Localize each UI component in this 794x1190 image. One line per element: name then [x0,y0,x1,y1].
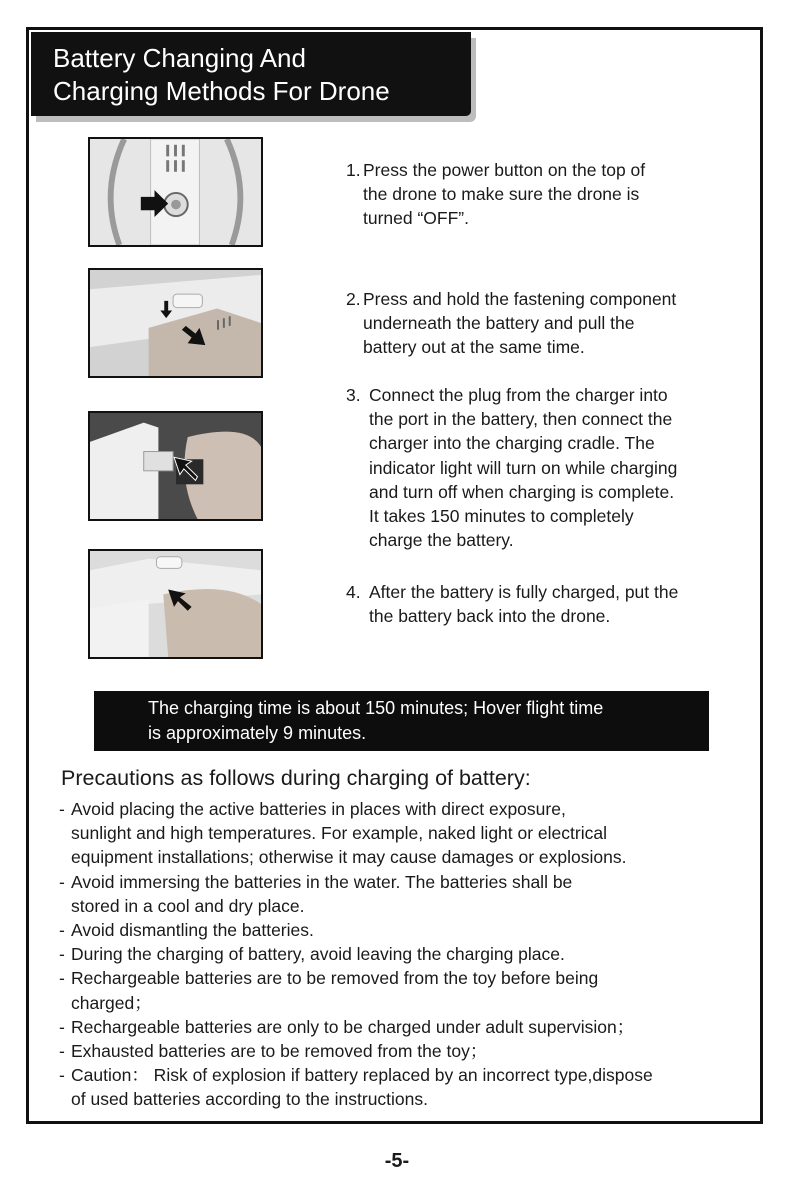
step-line: Press the power button on the top of [363,160,646,180]
step-1 [346,158,736,231]
fastening-component-photo [88,268,263,378]
precaution-line: Rechargeable batteries are only to be charged under adult supervision； [71,1016,635,1037]
step-number: 3. [346,385,361,405]
step-line: After the battery is fully charged, put the [369,582,679,602]
list-dash: - [59,1041,65,1062]
step-3 [346,383,736,552]
precaution-line: equipment installations; otherwise it may cause damages or explosions. [71,847,627,868]
page-title-line-1: Battery Changing And [53,43,306,73]
precaution-line: Caution： Risk of explosion if battery replaced by an incorrect type,dispose [71,1065,653,1086]
step-line: Connect the plug from the charger into [369,385,668,405]
page-number: -5- [384,1150,410,1172]
precaution-item [59,1015,749,1039]
precaution-item [59,918,749,942]
precaution-line: stored in a cool and dry place. [71,895,305,916]
page-title [31,32,471,116]
step-line: the port in the battery, then connect the [369,409,673,430]
list-dash: - [59,968,65,989]
precaution-item [59,966,749,1014]
list-dash: - [59,944,65,965]
precautions-list [59,797,749,1112]
precaution-line: charged； [71,992,152,1013]
note-line: The charging time is about 150 minutes; Hover flight time [148,698,604,718]
step-2 [346,287,736,360]
step-line: underneath the battery and pull the [363,313,635,334]
step-4 [346,580,736,628]
power-button-photo [88,137,263,247]
precaution-line: sunlight and high temperatures. For example, naked light or electrical [71,823,607,844]
precaution-item [59,797,749,870]
precaution-item [59,870,749,918]
precautions-heading: Precautions as follows during charging of battery: [61,766,531,790]
precaution-item [59,1039,749,1063]
precaution-item [59,1063,749,1111]
step-line: battery out at the same time. [363,337,585,358]
step-line: and turn off when charging is complete. [369,481,675,502]
step-number: 4. [346,582,361,602]
precaution-line: During the charging of battery, avoid leaving the charging place. [71,944,565,965]
precaution-line: Avoid placing the active batteries in places with direct exposure, [71,799,566,819]
note-line: is approximately 9 minutes. [148,722,367,743]
step-line: indicator light will turn on while charging [369,457,678,478]
precaution-line: Avoid dismantling the batteries. [71,920,314,941]
list-dash: - [59,1016,65,1037]
precaution-line: Avoid immersing the batteries in the water. The batteries shall be [71,871,573,892]
step-number: 2. [346,289,361,309]
precaution-line: Exhausted batteries are to be removed from the toy； [71,1041,488,1062]
list-dash: - [59,1065,65,1086]
step-line: the battery back into the drone. [369,606,611,627]
precaution-line: of used batteries according to the instructions. [71,1089,429,1110]
step-line: Press and hold the fastening component [363,289,677,309]
list-dash: - [59,799,65,819]
precaution-line: Rechargeable batteries are to be removed from the toy before being [71,968,599,989]
battery-insert-photo [88,549,263,659]
step-line: turned “OFF”. [363,208,469,229]
list-dash: - [59,871,65,892]
step-line: the drone to make sure the drone is [363,184,640,205]
step-line: charge the battery. [369,530,514,551]
charging-time-note [94,691,709,751]
step-line: It takes 150 minutes to completely [369,506,634,527]
step-line: charger into the charging cradle. The [369,433,655,454]
precaution-item [59,942,749,966]
step-number: 1. [346,160,361,180]
list-dash: - [59,920,65,941]
charger-plug-photo [88,411,263,521]
page-title-line-2: Charging Methods For Drone [53,76,390,106]
